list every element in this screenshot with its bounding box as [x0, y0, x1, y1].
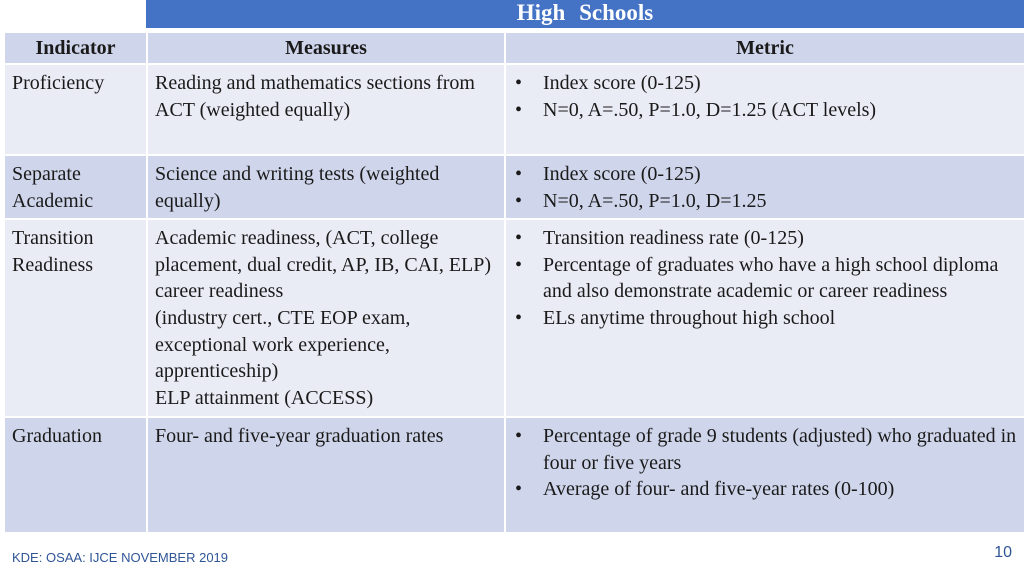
footer-text: KDE: OSAA: IJCE NOVEMBER 2019	[12, 550, 229, 565]
indicator-cell: Separate Academic	[4, 155, 147, 219]
metric-list	[513, 70, 1018, 123]
indicator-cell: Transition Readiness	[4, 219, 147, 417]
metric-cell	[505, 155, 1024, 219]
metric-cell	[505, 219, 1024, 417]
metric-cell	[505, 417, 1024, 533]
table-row-transition-readiness	[4, 219, 1024, 417]
metric-item: • ELs anytime throughout high school	[513, 305, 1018, 332]
indicator-cell: Proficiency	[4, 64, 147, 155]
header-measures: Measures	[147, 32, 505, 64]
measures-cell: Science and writing tests (weighted equally)	[147, 155, 505, 219]
metric-item: • Percentage of grade 9 students (adjusted) who graduated in four or five years	[513, 423, 1018, 476]
metric-list	[513, 161, 1018, 214]
metric-item: • Average of four- and five-year rates (0-100)	[513, 476, 1018, 503]
metric-item: • N=0, A=.50, P=1.0, D=1.25 (ACT levels)	[513, 97, 1018, 124]
metric-list	[513, 423, 1018, 503]
metric-list	[513, 225, 1018, 331]
table-row-separate-academic	[4, 155, 1024, 219]
metric-item: • N=0, A=.50, P=1.0, D=1.25	[513, 188, 1018, 215]
metric-cell	[505, 64, 1024, 155]
slide-title: High Schools	[146, 0, 1024, 28]
measures-cell: Reading and mathematics sections from ACT (weighted equally)	[147, 64, 505, 155]
metric-item: • Index score (0-125)	[513, 161, 1018, 188]
indicator-cell: Graduation	[4, 417, 147, 533]
header-metric: Metric	[505, 32, 1024, 64]
metric-item: • Percentage of graduates who have a high school diploma and also demonstrate academic or career readiness	[513, 252, 1018, 305]
indicators-table	[3, 31, 1024, 534]
page-number: 10	[994, 544, 1012, 561]
metric-item: • Transition readiness rate (0-125)	[513, 225, 1018, 252]
table-row-graduation	[4, 417, 1024, 533]
header-indicator: Indicator	[4, 32, 147, 64]
metric-item: • Index score (0-125)	[513, 70, 1018, 97]
measures-cell: Academic readiness, (ACT, college placement, dual credit, AP, IB, CAI, ELP) career readiness (industry cert., CTE EOP exam, exceptional work experience, apprenticeship) ELP attainment (ACCESS)	[147, 219, 505, 417]
measures-cell: Four- and five-year graduation rates	[147, 417, 505, 533]
table-header-row	[4, 32, 1024, 64]
table-row-proficiency	[4, 64, 1024, 155]
